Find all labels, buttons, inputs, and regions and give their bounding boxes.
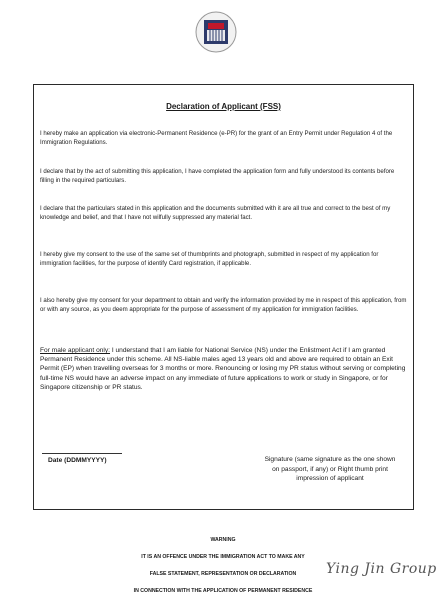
immigration-crest-icon — [192, 10, 240, 54]
male-applicant-lead: For male applicant only: — [40, 347, 111, 354]
signature-label: Signature (same signature as the one shown on passport, if any) or Right thumb print impression of applicant — [264, 456, 396, 483]
warning-line: IN CONNECTION WITH THE APPLICATION OF PERMANENT RESIDENCE — [133, 588, 313, 594]
watermark: Ying Jin Group — [326, 561, 437, 577]
male-applicant-paragraph — [40, 346, 408, 392]
male-applicant-text: I understand that I am liable for National Service (NS) under the Enlistment Act if I am granted Permanent Residence under this scheme. All NS-liable males aged 13 years old and above are required to obtain an Exit Permit (EP) when travelling overseas for 3 months or more. Renouncing or losing my PR status without serving or completing full-time NS would have an adverse impact on any immediate of future applications to work or study in Singapore, or for Singapore citizenship or PR status. — [40, 347, 406, 391]
declaration-paragraph: I also hereby give my consent for your department to obtain and verify the information provided by me in respect of this application, from or with any source, as you deem appropriate for the purpose of assessment of my application for immigration facilities. — [40, 297, 407, 313]
declaration-paragraph: I hereby make an application via electronic-Permanent Residence (e-PR) for the grant of an Entry Permit under Regulation 4 of the Immigration Regulations. — [40, 130, 393, 146]
date-line — [42, 453, 122, 454]
warning-line: FALSE STATEMENT, REPRESENTATION OR DECLARATION — [149, 571, 297, 577]
warning-line: WARNING — [210, 537, 236, 543]
declaration-paragraph: I declare that by the act of submitting this application, I have completed the application form and fully understood its contents before filling in the required particulars. — [40, 168, 395, 184]
declaration-paragraph: I declare that the particulars stated in this application and the documents submitted with it are all true and correct to the best of my knowledge and belief, and that I have not wilfully suppressed any material fact. — [40, 205, 391, 221]
declaration-paragraph: I hereby give my consent to the use of the same set of thumbprints and photograph, submitted in respect of my application for immigration facilities, for the purpose of identify Card registration, if applicable. — [40, 251, 379, 267]
declaration-form — [33, 84, 414, 510]
form-title: Declaration of Applicant (FSS) — [166, 102, 281, 111]
warning-line: IT IS AN OFFENCE UNDER THE IMMIGRATION ACT TO MAKE ANY — [141, 554, 305, 560]
date-label: Date (DDMMYYYY) — [48, 457, 107, 464]
